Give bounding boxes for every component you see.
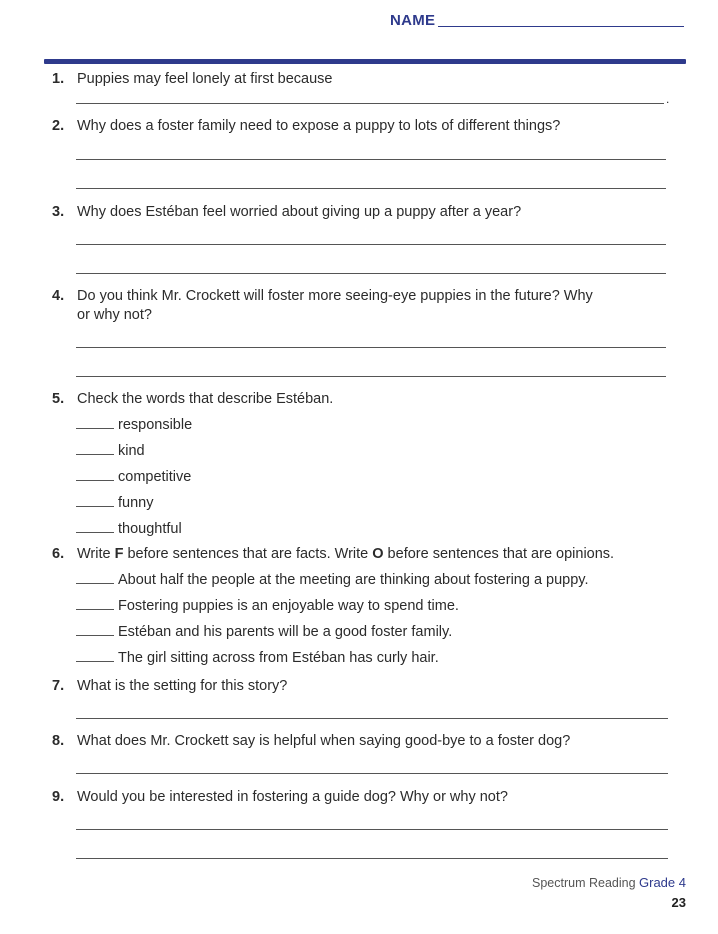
fo-blank[interactable] [76,649,114,662]
fact-opinion-item [76,623,452,642]
question-number: 3. [52,204,65,220]
option-label: responsible [118,417,193,433]
question-text: Check the words that describe Estéban. [77,391,334,407]
statement: The girl sitting across from Estéban has curly hair. [118,650,439,666]
question-number: 6. [52,546,65,562]
fact-opinion-item [76,649,439,668]
fact-opinion-item [76,571,589,590]
option-label: thoughtful [118,521,182,537]
answer-line[interactable] [76,103,664,104]
question-text: Why does a foster family need to expose a puppy to lots of different things? [77,118,561,134]
check-blank[interactable] [76,468,114,481]
answer-line[interactable] [76,718,668,719]
footer-brand: Spectrum Reading Grade 4 [532,875,686,890]
answer-line[interactable] [76,188,666,189]
checklist-item [76,494,153,513]
fact-letter: F [114,546,124,562]
check-blank[interactable] [76,442,114,455]
answer-line[interactable] [76,829,668,830]
question-number: 9. [52,789,65,805]
grade-label: Grade 4 [639,875,686,890]
check-blank[interactable] [76,520,114,533]
statement: Fostering puppies is an enjoyable way to spend time. [118,598,459,614]
answer-line[interactable] [76,773,668,774]
opinion-letter: O [372,546,384,562]
checklist-item [76,468,191,487]
option-label: competitive [118,469,192,485]
answer-line[interactable] [76,858,668,859]
statement: Estéban and his parents will be a good foster family. [118,624,453,640]
answer-line[interactable] [76,347,666,348]
answer-line[interactable] [76,159,666,160]
question-number: 8. [52,733,65,749]
question-number: 7. [52,678,65,694]
question-text: What does Mr. Crockett say is helpful when saying good-bye to a foster dog? [77,733,571,749]
question-text: Write F before sentences that are facts. Write O before sentences that are opinions. [77,546,615,562]
checklist-item [76,442,145,461]
name-write-line[interactable] [438,26,684,27]
question-text: Do you think Mr. Crockett will foster more seeing-eye puppies in the future? Why [77,288,593,304]
fact-opinion-item [76,597,459,616]
question-text: What is the setting for this story? [77,678,288,694]
name-label: NAME [390,12,436,29]
checklist-item [76,520,182,539]
option-label: kind [118,443,145,459]
option-label: funny [118,495,154,511]
period-mark: . [666,92,670,106]
question-text: Puppies may feel lonely at first because [77,71,333,87]
page-number: 23 [671,895,686,910]
header-rule [44,59,686,64]
fo-blank[interactable] [76,571,114,584]
answer-line[interactable] [76,376,666,377]
question-number: 2. [52,118,65,134]
fo-blank[interactable] [76,623,114,636]
answer-line[interactable] [76,273,666,274]
fo-blank[interactable] [76,597,114,610]
question-text: Would you be interested in fostering a guide dog? Why or why not? [77,789,508,805]
question-text: Why does Estéban feel worried about giving up a puppy after a year? [77,204,522,220]
checklist-item [76,416,192,435]
question-number: 5. [52,391,65,407]
answer-line[interactable] [76,244,666,245]
statement: About half the people at the meeting are thinking about fostering a puppy. [118,572,589,588]
question-number: 4. [52,288,65,304]
check-blank[interactable] [76,494,114,507]
check-blank[interactable] [76,416,114,429]
question-text-continued: or why not? [77,307,152,323]
question-number: 1. [52,71,65,87]
